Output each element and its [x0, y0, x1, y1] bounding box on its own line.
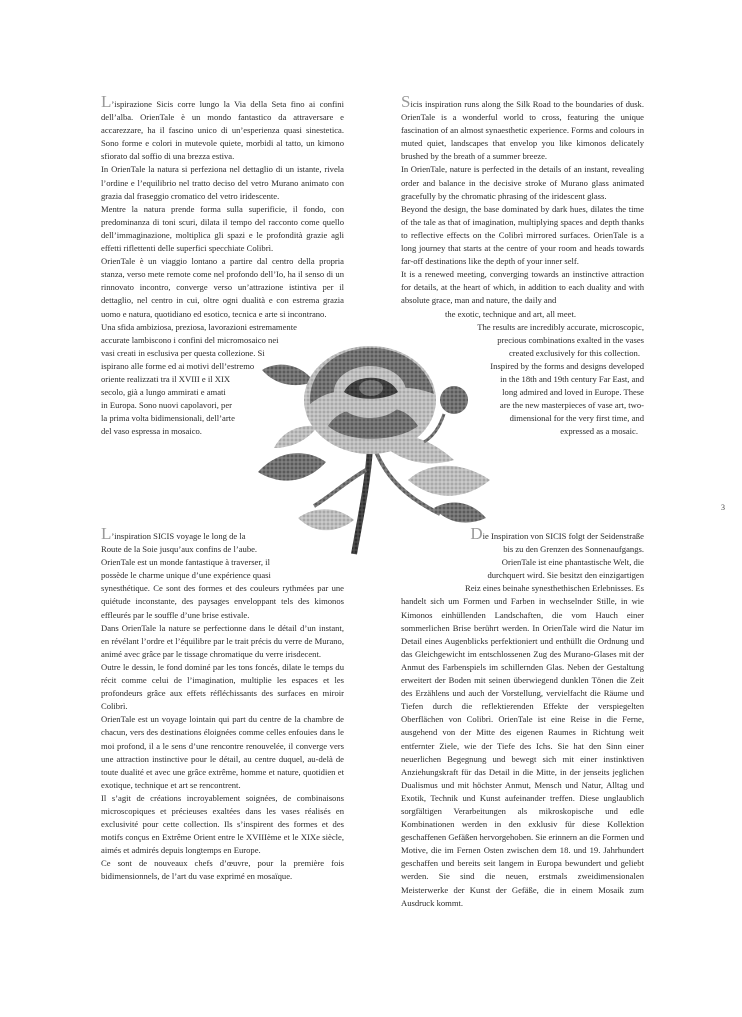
drop-cap: D	[470, 524, 483, 543]
fr-para-5: Il s’agit de créations incroyablement soignées, de combinaisons microscopiques et précieuses exaltées dans les vases réalisés en exclusivité pour cette collection. Ils s’inspirent des formes et des motifs conçus en Extrême Orient entre le XVIIIème et le XIXe siècle, aimés et admirés depuis longtemps en Europe.	[101, 792, 344, 856]
text-line: L’inspiration SICIS voyage le long de la	[101, 524, 246, 543]
text-line: dimensional for the very first time, and	[509, 413, 644, 424]
en-para-1: Sicis inspiration runs along the Silk Road to the boundaries of dusk. OrienTale is a wonderful world to cross, featuring the unique fascination of an almost synaesthetic experience. Forms and colours in muted quiet, landscapes that envelop you like kimonos delicately brushed by the breath of a summer breeze.	[401, 92, 644, 162]
text-line: possède le charme unique d’une expérience quasi	[101, 570, 271, 581]
text-line: Reiz eines beinahe synesthethischen Erlebnisses. Es	[465, 583, 644, 594]
it-para-2: In OrienTale la natura si perfeziona nel dettaglio di un istante, rivela l’ordine e l’equilibrio nel tratto deciso del vetro Murano animato con grazia dal fraseggio cromatico del vetro iridescente.	[101, 164, 344, 201]
text-line: Die Inspiration von SICIS folgt der Seidenstraße	[470, 524, 644, 543]
en-para-4: It is a renewed meeting, converging towards an instinctive attraction for details, at the heart of which, in addition to each duality and with absolute grace, man and nature, the daily and	[401, 269, 644, 306]
text-line: secolo, già a lungo ammirati e amati	[101, 387, 226, 398]
text-line: durchquert wird. Sie besitzt den einzigartigen	[487, 570, 644, 581]
text-line: oriente realizzati tra il XVIII e il XIX	[101, 373, 231, 384]
it-para-4: OrienTale è un viaggio lontano a partire dal centro della propria stanza, verso mete remote come nel profondo dell’Io, ha il senso di un rinnovato incontro, converge verso un’attrazione istintiva per il dettaglio, nel centro in cui, oltre ogni dualità e con estrema grazia uomo e natura, quotidiano ed esotico, tecnica e arte si incontrano.	[101, 256, 344, 319]
it-para-3: Mentre la natura prende forma sulla superificie, il fondo, con predominanza di toni scuri, dilata il tempo del racconto come quello dell’immaginazione, moltiplica gli spazi e le profondità grazie agli effetti riflettenti delle superfici specchiate Colibrì.	[101, 203, 344, 254]
text-line: OrienTale est un monde fantastique à traverser, il	[101, 557, 270, 568]
text-line: OrienTale ist eine phantastische Welt, die	[501, 557, 644, 568]
text-line: the exotic, technique and art, all meet.	[444, 308, 576, 319]
en-para-3: Beyond the design, the base dominated by dark hues, dilates the time of the tale as that of imagination, multiplying spaces and depth thanks to reflective effects on the Colibrì mirrored surfaces. OrienTale is a long journey that starts at the centre of your room and heads towards far-off destinations like the depth of your inner self.	[401, 203, 644, 267]
en-para-2: In OrienTale, nature is perfected in the details of an instant, revealing order and balance in the decisive stroke of Murano glass animated gracefully by the chromatic phrasing of the iridescent glass.	[401, 164, 644, 201]
fr-para-4: OrienTale est un voyage lointain qui part du centre de la chambre de chacun, vers des destinations éloignées comme celles enfouies dans le moi profond, il a le sens d’une rencontre renouvelée, il converge vers une attraction instinctive pour le détail, au centre duquel, au-delà de toute dualité et avec une grâce extrême, homme et nature, quotidien et exotique, technique et art se rencontrent.	[101, 714, 344, 790]
text-line: ispirano alle forme ed ai motivi dell’estremo	[101, 360, 255, 371]
text-line: are the new masterpieces of vase art, two-	[499, 400, 644, 411]
mosaic-flower-illustration	[258, 330, 494, 558]
page-number: 3	[721, 503, 725, 512]
text-line: vasi creati in esclusiva per questa collezione. Si	[101, 347, 265, 358]
drop-cap: L	[101, 92, 112, 111]
text-line: bis zu den Grenzen des Sonnenaufgangs.	[503, 544, 644, 555]
drop-cap: L	[101, 524, 112, 543]
text-line: in Europa. Sono nuovi capolavori, per	[101, 400, 233, 411]
text-line: Inspired by the forms and designs developed	[490, 360, 644, 371]
de-para-1: handelt sich um Formen und Farben in wechselnder Stille, in wie Kimonos einhüllenden Landschaften, die vom Hauch einer sommerlichen Brise berührt werden. In OrienTale wird die Natur im Detail eines Augenblicks perfektioniert und enthüllt die Ordnung und das Gleichgewicht im entschlossenen Zug des Murano-Glases mit der Anmut des Farbenspiels im schillernden Glas. Neben der Gestaltung erweitert der Boden mit seinen überwiegend dunklen Tönen die Zeit des Erzählens und auch der Vorstellung, vervielfacht die Räume und Tiefen durch die reflektierenden Effekte der verspiegelten Oberflächen von Colibrì. OrienTale ist eine Reise in die Ferne, ausgehend von der Mitte des eigenen Raumes in Richtung weit entfernter Ziele, wie der Tiefe des Ichs. Sie hat den Sinn einer neuerlichen Begegnung und bewegt sich mit einer instinktiven Anziehungskraft für das Detail in die Mitte, in der jenseits jeglichen Dualismus und mit höchster Anmut, Mensch und Natur, Alltag und Exotik, Technik und Kunst aufeinander treffen. Diese unglaublich sorgfältigen Verarbeitungen als mikroskopische und edle Kombinationen werden in den exklusiv für diese Kollektion geschaffenen Gefäßen hervorgehoben. Sie erinnern an die Formen und Motive, die im Fernen Osten zwischen dem 18. und 19. Jahrhundert geschaffen und bereits seit langem in Europa bewundert und geliebt werden. Sie sind die neuen, erstmals zweidimensionalen Meisterwerke der Kunst der Gefäße, die in einem Mosaik zum Ausdruck kommt.	[401, 596, 644, 908]
french-text-block	[101, 524, 344, 884]
text-line: expressed as a mosaic.	[560, 426, 638, 437]
text-line: long admired and loved in Europe. These	[502, 387, 644, 398]
text-line: precious combinations exalted in the vases	[497, 334, 644, 345]
text-line: Una sfida ambiziosa, preziosa, lavorazioni estremamente	[101, 321, 297, 332]
text-line: in the 18th and 19th century Far East, and	[500, 373, 644, 384]
text-line: del vaso espressa in mosaico.	[101, 426, 202, 437]
fr-para-3: Outre le dessin, le fond dominé par les tons foncés, dilate le temps du récit comme celui de l’imagination, multiplie les espaces et les profondeurs grâce aux effets réfléchissants des surfaces en miroir Colibrì.	[101, 661, 344, 712]
fr-para-2: Dans OrienTale la nature se perfectionne dans le détail d’un instant, en révélant l’ordre et l’équilibre par le trait précis du verre de Murano, animé avec grâce par le tissage chromatique du verre irisdecent.	[101, 622, 344, 659]
text-line: The results are incredibly accurate, microscopic,	[477, 321, 644, 332]
drop-cap: S	[401, 92, 411, 111]
text-line: la prima volta bidimensionali, dell’arte	[101, 413, 235, 424]
fr-para-6: Ce sont de nouveaux chefs d’œuvre, pour la première fois bidimensionnels, de l’art du vase exprimé en mosaïque.	[101, 858, 344, 882]
text-line: accurate lambiscono i confini del micromosaico nei	[101, 334, 279, 345]
german-text-block	[401, 524, 644, 910]
text-line: created exclusively for this collection.	[508, 347, 640, 358]
it-para-1: L’ispirazione Sicis corre lungo la Via della Seta fino ai confini dell’alba. OrienTale è un mondo fantastico da attraversare e accarezzare, ha il fascino unico di un’esperienza quasi sinestetica. Sono forme e colori in mutevole quiete, morbidi al tatto, un kimono sfiorato dal soffio di una brezza estiva.	[101, 92, 344, 162]
fr-para-1: synesthétique. Ce sont des formes et des couleurs rythmées par une quiétude inconstante, des paysages enveloppant tels des kimonos effleurés par le souffle d’une brise estivale.	[101, 583, 344, 620]
text-line: Route de la Soie jusqu’aux confins de l’aube.	[101, 544, 258, 555]
